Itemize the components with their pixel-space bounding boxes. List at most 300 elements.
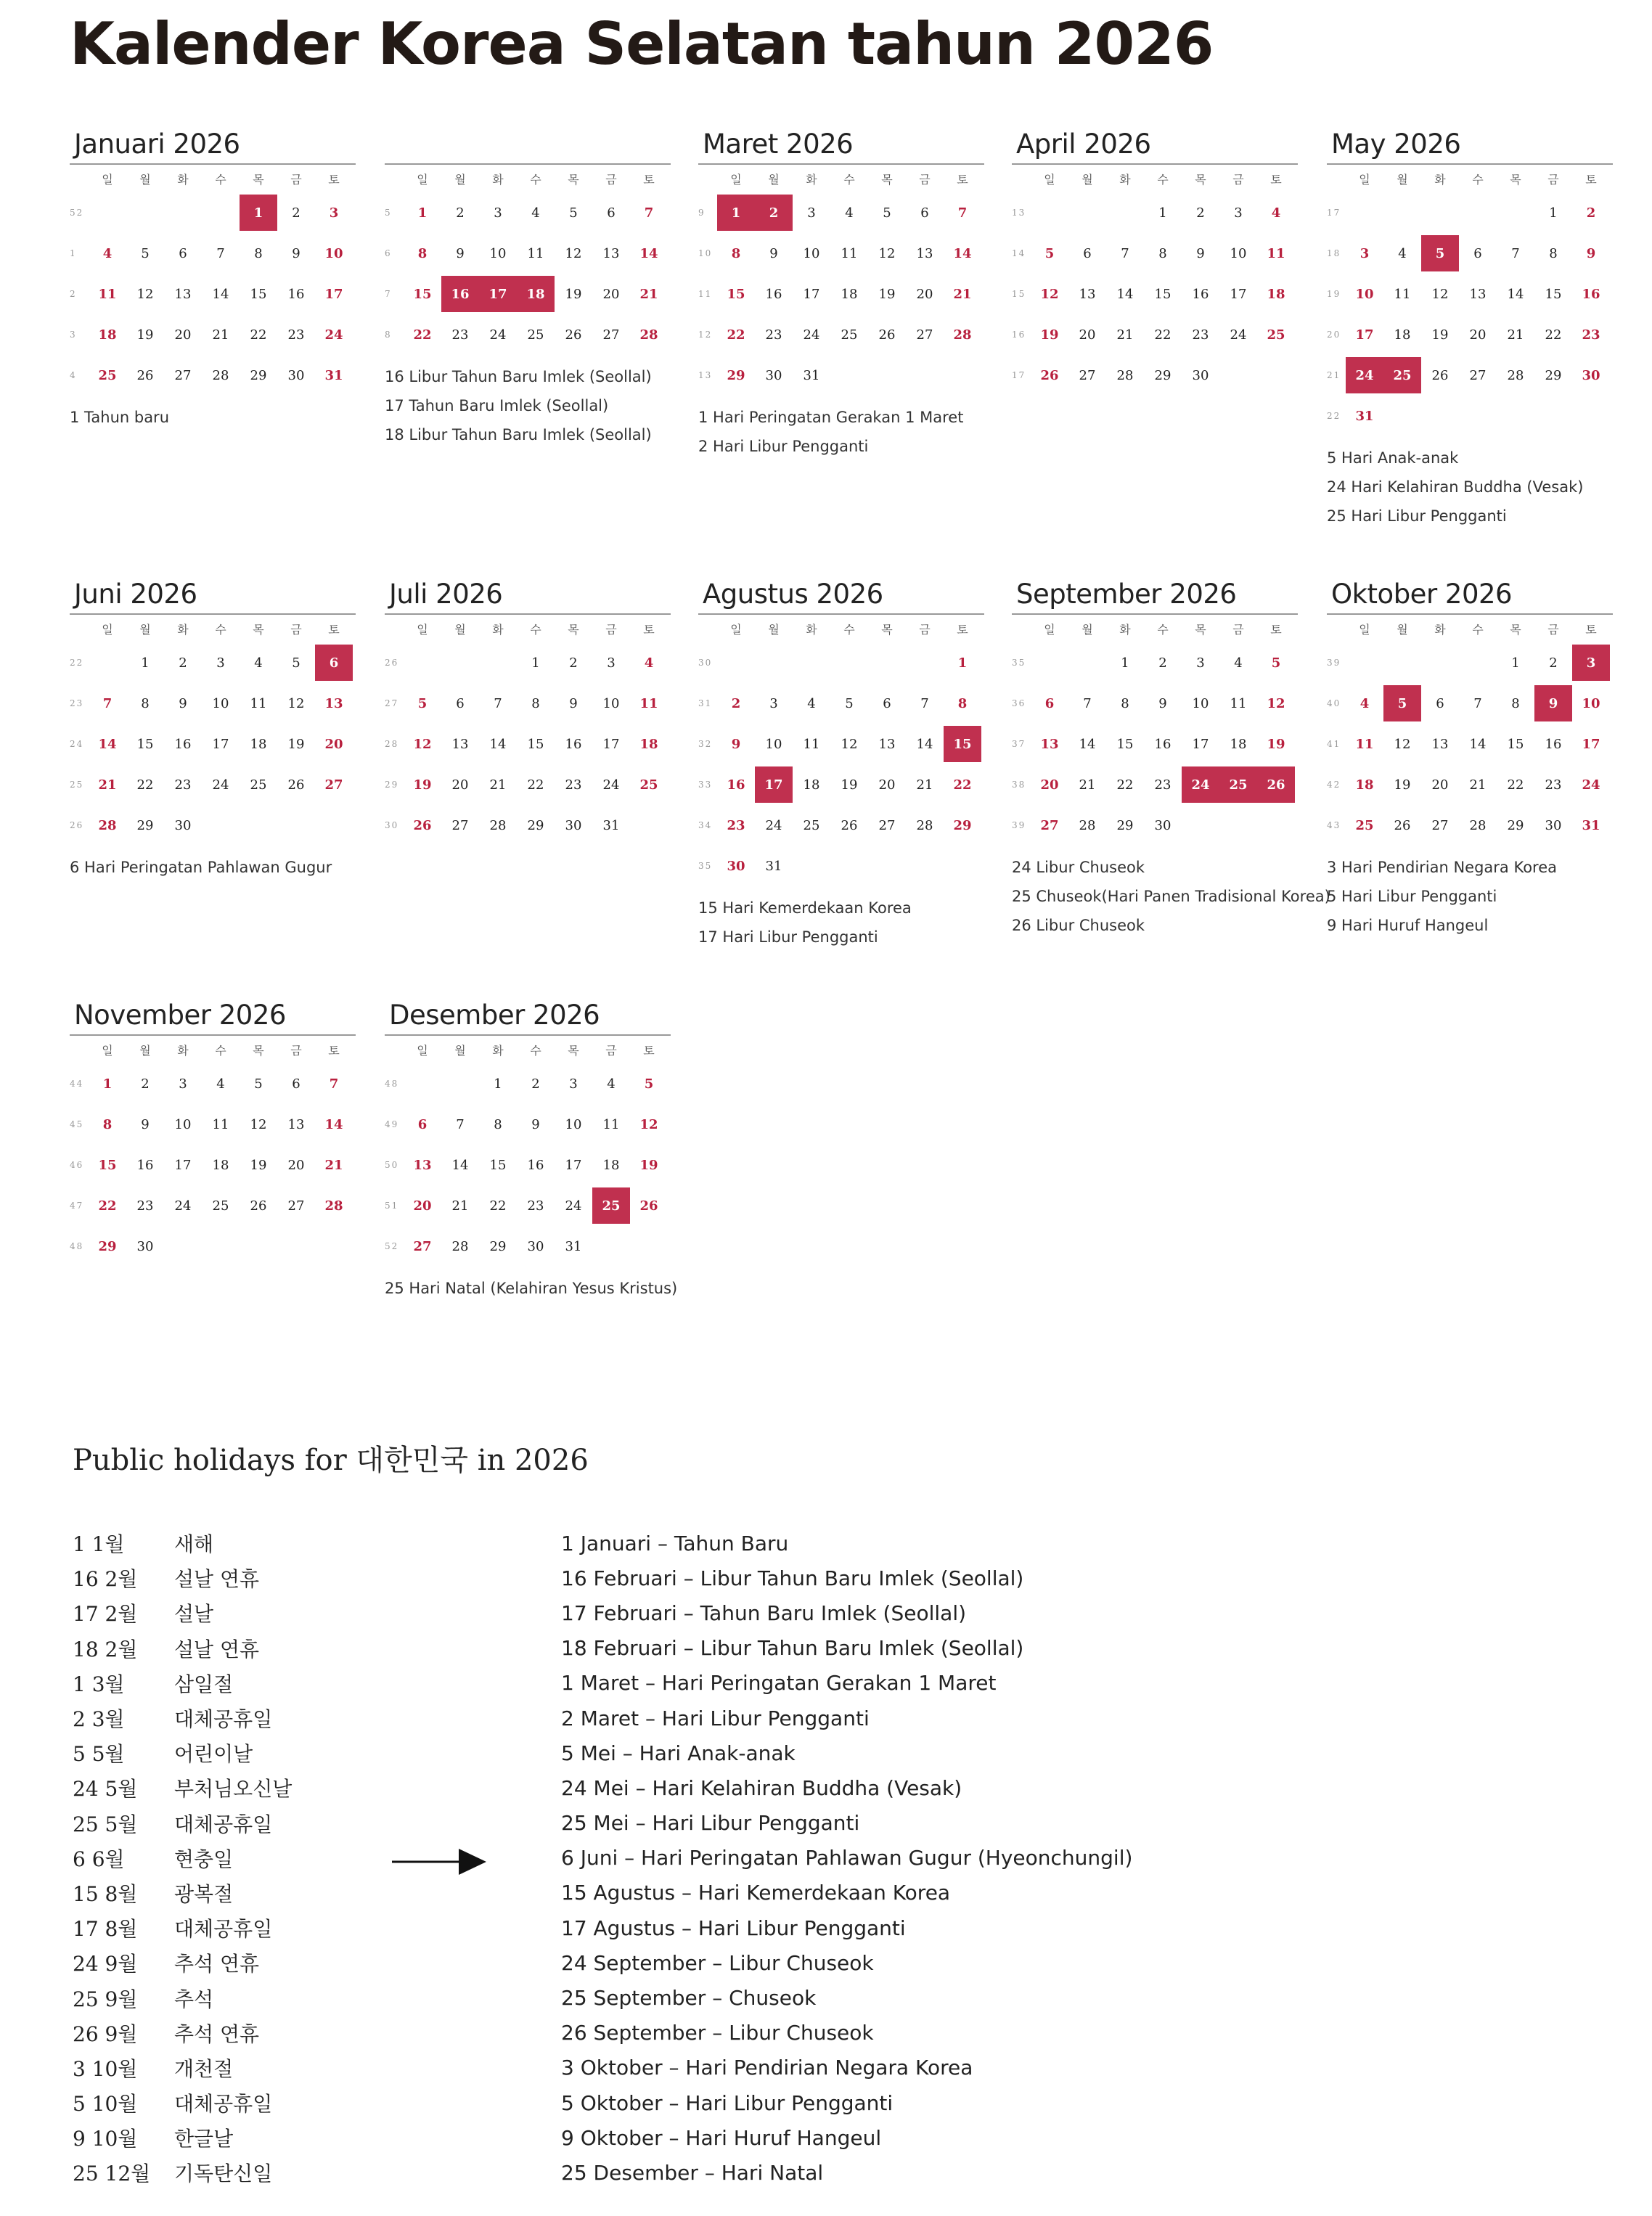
week-row (70, 1185, 356, 1226)
day-cell: 23 (565, 777, 582, 793)
day-cell: 7 (1083, 695, 1092, 711)
day-cell: 15 (136, 736, 154, 752)
holiday-day-cell: 25 (592, 1187, 630, 1224)
day-cell (1031, 195, 1068, 231)
week-row (385, 1063, 671, 1104)
week-row (70, 1063, 356, 1104)
day-cell: 12 (413, 736, 432, 752)
week-row (1012, 192, 1298, 233)
weekday-label: 수 (843, 173, 855, 187)
day-cell: 22 (1507, 777, 1524, 793)
week-number: 26 (385, 658, 399, 668)
day-cell: 22 (953, 777, 972, 793)
day-cell: 9 (1586, 245, 1596, 261)
day-cell: 27 (602, 327, 620, 343)
week-row (698, 805, 984, 846)
day-cell (1346, 195, 1383, 231)
day-cell (944, 848, 981, 884)
day-cell: 17 (602, 736, 620, 752)
week-row (385, 274, 671, 314)
day-cell: 16 (565, 736, 582, 752)
holiday-day-cell: 6 (315, 645, 353, 681)
list-item: 18 Februari – Libur Tahun Baru Imlek (Seollal) (561, 1636, 1024, 1661)
day-cell: 24 (324, 327, 343, 343)
day-cell: 18 (841, 286, 858, 302)
weekday-label: 일 (730, 623, 742, 637)
month-divider (1327, 613, 1613, 615)
holiday-day-cell: 5 (1421, 235, 1459, 271)
day-cell: 29 (527, 817, 544, 833)
holiday-note: 3 Hari Pendirian Negara Korea (1327, 859, 1558, 876)
holiday-name: 현충일 (174, 1847, 234, 1871)
list-item (73, 2051, 292, 2085)
day-cell: 2 (456, 205, 465, 221)
month-holiday-notes (698, 403, 984, 461)
week-number: 18 (1327, 248, 1341, 258)
week-row (698, 764, 984, 805)
weekday-label: 금 (290, 623, 302, 637)
day-cell: 9 (769, 245, 778, 261)
month-calendar (385, 577, 671, 853)
day-cell: 23 (287, 327, 305, 343)
holiday-date: 9 10월 (73, 2127, 138, 2151)
day-cell: 13 (413, 1157, 432, 1173)
day-cell: 2 (731, 695, 741, 711)
day-cell: 10 (565, 1116, 582, 1132)
week-row (698, 233, 984, 274)
week-number: 39 (1012, 820, 1026, 830)
day-cell: 5 (569, 205, 578, 221)
week-row (385, 1104, 671, 1145)
day-cell: 19 (1040, 327, 1059, 343)
weekday-header (385, 1039, 671, 1063)
month-title: May 2026 (1331, 128, 1461, 160)
weekday-header (698, 618, 984, 642)
day-cell: 4 (254, 655, 263, 671)
week-number: 17 (1327, 208, 1341, 218)
week-number: 44 (70, 1079, 84, 1089)
weekday-label: 화 (177, 173, 189, 187)
day-cell: 4 (1398, 245, 1407, 261)
day-cell: 31 (565, 1238, 582, 1254)
day-cell: 23 (527, 1198, 544, 1214)
day-cell: 15 (413, 286, 432, 302)
day-cell: 11 (1394, 286, 1411, 302)
day-cell (126, 195, 164, 231)
list-item (73, 1666, 292, 1701)
weekday-label: 월 (1081, 173, 1093, 187)
day-cell: 20 (287, 1157, 305, 1173)
day-cell (868, 848, 906, 884)
holiday-note: 17 Hari Libur Pengganti (698, 928, 878, 946)
month-title: Juni 2026 (74, 578, 197, 610)
weekday-label: 화 (806, 173, 817, 187)
week-number: 43 (1327, 820, 1341, 830)
day-cell: 15 (1154, 286, 1171, 302)
weekday-label: 목 (568, 173, 579, 187)
day-cell: 19 (639, 1157, 658, 1173)
week-number: 39 (1327, 658, 1341, 668)
weekday-label: 일 (417, 173, 428, 187)
day-cell: 23 (1582, 327, 1600, 343)
day-cell: 25 (212, 1198, 229, 1214)
weekday-label: 일 (417, 1044, 428, 1058)
week-number: 52 (385, 1241, 399, 1251)
day-cell: 27 (1079, 367, 1096, 383)
day-cell: 23 (1545, 777, 1562, 793)
weekday-label: 수 (1472, 623, 1484, 637)
day-cell: 11 (602, 1116, 620, 1132)
week-number: 4 (70, 370, 77, 380)
weekday-label: 수 (1157, 173, 1169, 187)
day-cell: 5 (417, 695, 428, 711)
day-cell: 15 (489, 1157, 507, 1173)
day-cell: 28 (916, 817, 933, 833)
day-cell: 20 (916, 286, 933, 302)
holiday-name: 설날 연휴 (174, 1637, 260, 1661)
day-cell: 26 (878, 327, 896, 343)
day-cell: 22 (1116, 777, 1134, 793)
day-cell: 8 (731, 245, 741, 261)
weekday-header (1012, 168, 1298, 192)
day-cell: 6 (456, 695, 465, 711)
week-number: 37 (1012, 739, 1026, 749)
day-cell: 14 (1469, 736, 1487, 752)
day-cell: 16 (287, 286, 305, 302)
day-cell: 9 (1196, 245, 1205, 261)
list-item (73, 1631, 292, 1666)
week-number: 25 (70, 780, 84, 790)
day-cell (1497, 398, 1534, 434)
day-cell (1257, 357, 1295, 393)
week-row (698, 683, 984, 724)
week-row (385, 1226, 671, 1267)
week-row (1012, 724, 1298, 764)
holiday-name: 새해 (174, 1532, 214, 1557)
day-cell: 15 (527, 736, 544, 752)
day-cell: 14 (212, 286, 229, 302)
day-cell: 1 (141, 655, 150, 671)
day-cell: 19 (841, 777, 858, 793)
weekday-label: 수 (530, 623, 541, 637)
week-row (385, 314, 671, 355)
holiday-note: 1 Tahun baru (70, 409, 170, 426)
day-cell: 31 (1355, 408, 1374, 424)
day-cell: 27 (324, 777, 343, 793)
weekday-label: 화 (806, 623, 817, 637)
list-item: 25 September – Chuseok (561, 1986, 817, 2011)
holiday-note: 5 Hari Anak-anak (1327, 449, 1459, 467)
week-row (385, 192, 671, 233)
list-item (73, 1735, 292, 1770)
day-cell: 7 (644, 205, 654, 221)
day-cell: 18 (1355, 777, 1374, 793)
day-cell: 11 (527, 245, 544, 261)
holiday-day-cell: 18 (517, 276, 555, 312)
weekday-label: 목 (253, 173, 264, 187)
day-cell: 6 (179, 245, 187, 261)
day-cell: 29 (98, 1238, 117, 1254)
day-cell: 1 (1158, 205, 1167, 221)
day-cell: 20 (878, 777, 896, 793)
list-item (73, 1595, 292, 1630)
day-cell (906, 848, 944, 884)
day-cell: 18 (803, 777, 820, 793)
day-cell: 30 (1545, 817, 1562, 833)
month-divider (1327, 163, 1613, 165)
day-cell: 8 (102, 1116, 113, 1132)
weekday-label: 금 (919, 173, 931, 187)
day-cell (277, 1228, 315, 1264)
list-item: 26 September – Libur Chuseok (561, 2021, 874, 2045)
weekday-label: 화 (177, 1044, 189, 1058)
holiday-note: 25 Chuseok(Hari Panen Tradisional Korea) (1012, 888, 1330, 905)
day-cell (830, 848, 868, 884)
weekday-label: 화 (492, 1044, 504, 1058)
day-cell (868, 645, 906, 681)
day-cell: 21 (1469, 777, 1487, 793)
day-cell: 19 (1431, 327, 1449, 343)
week-row (385, 1185, 671, 1226)
day-cell: 14 (324, 1116, 343, 1132)
weekday-label: 수 (530, 173, 541, 187)
day-cell: 19 (413, 777, 432, 793)
month-divider (1012, 613, 1298, 615)
day-cell: 15 (250, 286, 267, 302)
day-cell: 22 (250, 327, 267, 343)
holiday-note: 6 Hari Peringatan Pahlawan Gugur (70, 859, 332, 876)
weekday-label: 금 (1547, 623, 1559, 637)
day-cell: 28 (98, 817, 117, 833)
day-cell: 1 (531, 655, 540, 671)
holiday-note: 5 Hari Libur Pengganti (1327, 888, 1497, 905)
day-cell: 28 (451, 1238, 469, 1254)
week-number: 15 (1012, 289, 1026, 299)
holiday-day-cell: 16 (441, 276, 479, 312)
weekday-header (70, 168, 356, 192)
day-cell: 13 (916, 245, 933, 261)
week-row (1012, 274, 1298, 314)
month-divider (1012, 163, 1298, 165)
day-cell: 11 (1230, 695, 1247, 711)
day-cell (630, 807, 668, 843)
day-cell: 9 (456, 245, 465, 261)
weekday-label: 토 (643, 173, 655, 187)
week-number: 13 (1012, 208, 1026, 218)
list-item: 1 Maret – Hari Peringatan Gerakan 1 Maret (561, 1671, 997, 1696)
week-row (1012, 233, 1298, 274)
day-cell: 3 (807, 205, 816, 221)
day-cell: 9 (731, 736, 741, 752)
holiday-name: 개천절 (174, 2056, 234, 2081)
holiday-day-cell: 25 (1383, 357, 1421, 393)
day-cell (1459, 645, 1497, 681)
day-cell: 21 (1079, 777, 1096, 793)
list-item (73, 1876, 292, 1910)
day-cell: 21 (451, 1198, 469, 1214)
day-cell: 19 (1267, 736, 1285, 752)
day-cell (1257, 807, 1295, 843)
day-cell: 7 (329, 1076, 339, 1092)
day-cell: 21 (639, 286, 658, 302)
weekday-label: 월 (139, 1044, 151, 1058)
weekday-label: 화 (492, 173, 504, 187)
day-cell: 7 (494, 695, 502, 711)
day-cell: 17 (565, 1157, 582, 1173)
week-number: 24 (70, 739, 84, 749)
day-cell (1497, 195, 1534, 231)
month-calendar (1012, 577, 1330, 940)
day-cell: 26 (841, 817, 858, 833)
day-cell: 12 (136, 286, 154, 302)
day-cell: 18 (1267, 286, 1285, 302)
month-divider (385, 613, 671, 615)
day-cell: 31 (803, 367, 820, 383)
day-cell (315, 1228, 353, 1264)
weekday-header (1012, 618, 1298, 642)
week-row (698, 355, 984, 396)
day-cell: 3 (1234, 205, 1243, 221)
weekday-label: 금 (290, 173, 302, 187)
weekday-label: 일 (1044, 173, 1055, 187)
week-number: 13 (698, 370, 713, 380)
day-cell: 20 (1079, 327, 1096, 343)
week-row (1327, 642, 1613, 683)
day-cell: 16 (727, 777, 745, 793)
day-cell (1534, 398, 1572, 434)
day-cell: 2 (531, 1076, 540, 1092)
list-item: 24 September – Libur Chuseok (561, 1950, 874, 1975)
day-cell: 25 (1355, 817, 1374, 833)
weekday-label: 월 (1397, 623, 1408, 637)
day-cell: 10 (212, 695, 229, 711)
day-cell: 6 (1044, 695, 1055, 711)
day-cell: 21 (1116, 327, 1134, 343)
day-cell: 31 (1582, 817, 1600, 833)
day-cell (906, 645, 944, 681)
month-calendar (1327, 577, 1613, 940)
day-cell: 21 (489, 777, 507, 793)
week-row (1012, 314, 1298, 355)
day-cell: 28 (1079, 817, 1096, 833)
day-cell (830, 357, 868, 393)
day-cell: 24 (489, 327, 507, 343)
day-cell: 29 (489, 1238, 507, 1254)
day-cell: 27 (1469, 367, 1487, 383)
week-number: 47 (70, 1201, 84, 1211)
day-cell: 4 (1234, 655, 1243, 671)
day-cell: 26 (1394, 817, 1411, 833)
day-cell: 22 (527, 777, 544, 793)
holiday-day-cell: 1 (717, 195, 755, 231)
day-cell (1383, 398, 1421, 434)
day-cell: 6 (920, 205, 929, 221)
holiday-date: 24 5월 (73, 1777, 138, 1802)
day-cell: 8 (417, 245, 428, 261)
day-cell: 23 (727, 817, 745, 833)
day-cell (164, 1228, 202, 1264)
weekday-label: 일 (1359, 623, 1370, 637)
list-item: 17 Februari – Tahun Baru Imlek (Seollal) (561, 1600, 967, 1625)
holiday-name: 대체공휴일 (174, 1707, 273, 1732)
weekday-label: 금 (605, 623, 617, 637)
holiday-list-title: Public holidays for 대한민국 in 2026 (73, 1444, 589, 1477)
day-cell: 15 (1507, 736, 1524, 752)
weekday-label: 목 (568, 1044, 579, 1058)
list-item: 6 Juni – Hari Peringatan Pahlawan Gugur (Hyeonchungil) (561, 1846, 1133, 1870)
list-item (73, 1526, 292, 1561)
list-item (73, 1945, 292, 1980)
week-number: 35 (698, 861, 713, 871)
weekday-label: 금 (605, 1044, 617, 1058)
day-cell: 10 (489, 245, 507, 261)
week-row (70, 683, 356, 724)
day-cell: 2 (569, 655, 578, 671)
day-cell: 8 (531, 695, 540, 711)
day-cell: 4 (607, 1076, 616, 1092)
day-cell (630, 1228, 668, 1264)
day-cell: 12 (878, 245, 896, 261)
month-calendar (70, 127, 356, 432)
day-cell: 21 (212, 327, 229, 343)
holiday-note: 25 Hari Natal (Kelahiran Yesus Kristus) (385, 1280, 678, 1297)
day-cell: 8 (957, 695, 968, 711)
day-cell: 15 (727, 286, 745, 302)
weekday-label: 목 (253, 1044, 264, 1058)
week-number: 1 (70, 248, 77, 258)
week-number: 52 (70, 208, 84, 218)
day-cell: 11 (98, 286, 117, 302)
day-cell: 21 (1507, 327, 1524, 343)
weekday-label: 금 (1547, 173, 1559, 187)
day-cell: 25 (527, 327, 544, 343)
week-number: 3 (70, 330, 77, 340)
day-cell: 26 (1040, 367, 1059, 383)
list-item: 5 Oktober – Hari Libur Pengganti (561, 2090, 894, 2115)
day-cell: 28 (639, 327, 658, 343)
day-cell: 2 (292, 205, 300, 221)
month-divider (385, 163, 671, 165)
day-cell: 2 (1549, 655, 1558, 671)
weekday-label: 목 (253, 623, 264, 637)
day-cell: 26 (639, 1198, 658, 1214)
week-number: 29 (385, 780, 399, 790)
holiday-date: 6 6월 (73, 1847, 125, 1871)
day-cell: 20 (1469, 327, 1487, 343)
holiday-date: 25 9월 (73, 1987, 138, 2011)
day-cell: 30 (136, 1238, 154, 1254)
day-cell: 30 (765, 367, 782, 383)
holiday-note: 18 Libur Tahun Baru Imlek (Seollal) (385, 426, 652, 443)
day-cell: 14 (98, 736, 117, 752)
day-cell (1421, 195, 1459, 231)
holiday-name: 기독탄신일 (174, 2162, 273, 2186)
holiday-day-cell: 15 (944, 726, 981, 762)
holiday-note: 16 Libur Tahun Baru Imlek (Seollal) (385, 368, 652, 385)
day-cell: 20 (174, 327, 192, 343)
week-row (1012, 642, 1298, 683)
day-cell: 17 (1355, 327, 1374, 343)
week-number: 23 (70, 698, 84, 708)
day-cell: 22 (727, 327, 745, 343)
day-cell: 25 (803, 817, 820, 833)
day-cell: 16 (1545, 736, 1562, 752)
day-cell: 4 (807, 695, 816, 711)
week-number: 17 (1012, 370, 1026, 380)
week-number: 50 (385, 1160, 399, 1170)
weekday-label: 수 (215, 1044, 226, 1058)
week-row (70, 1104, 356, 1145)
